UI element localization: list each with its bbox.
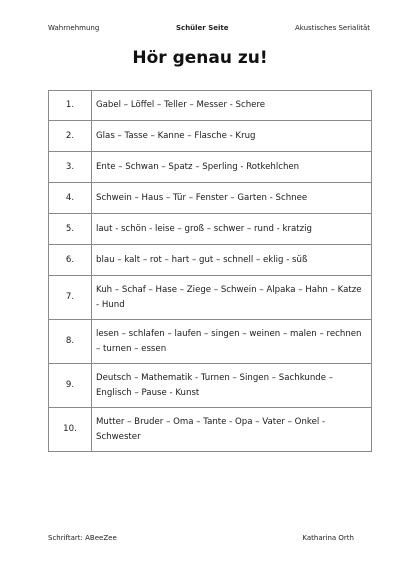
word-series: Glas – Tasse – Kanne – Flasche - Krug [92, 121, 372, 152]
header-subject: Akustisches Serialität [294, 24, 370, 32]
row-number: 9. [49, 364, 92, 408]
row-number: 5. [49, 214, 92, 245]
table-row [49, 320, 372, 364]
header-topic: Wahrnehmung [48, 24, 100, 32]
table-row [49, 245, 372, 276]
table-row [49, 408, 372, 452]
table-row [49, 276, 372, 320]
row-number: 8. [49, 320, 92, 364]
footer-author: Katharina Orth [302, 534, 354, 542]
row-number: 6. [49, 245, 92, 276]
page-footer [48, 534, 354, 546]
word-series: lesen – schlafen – laufen – singen – weinen – malen – rechnen – turnen – essen [92, 320, 372, 364]
row-number: 1. [49, 91, 92, 121]
row-number: 10. [49, 408, 92, 452]
word-series: Ente – Schwan – Spatz – Sperling - Rotkehlchen [92, 152, 372, 183]
page-title: Hör genau zu! [132, 48, 268, 68]
row-number: 7. [49, 276, 92, 320]
table-row [49, 152, 372, 183]
word-series: Mutter – Bruder – Oma – Tante - Opa – Vater – Onkel - Schwester [92, 408, 372, 452]
header-page-label: Schüler Seite [176, 24, 229, 32]
word-series: Deutsch – Mathematik - Turnen – Singen – Sachkunde – Englisch – Pause - Kunst [92, 364, 372, 408]
table-row [49, 91, 372, 121]
footer-font-credit: Schriftart: ABeeZee [48, 534, 117, 542]
table-row [49, 364, 372, 408]
table-row [49, 214, 372, 245]
word-series: laut - schön - leise – groß – schwer – rund - kratzig [92, 214, 372, 245]
table-row [49, 183, 372, 214]
page-header [48, 24, 370, 36]
word-series: Gabel – Löffel – Teller – Messer - Schere [92, 91, 372, 121]
word-series-table [48, 90, 372, 452]
row-number: 3. [49, 152, 92, 183]
table-row [49, 121, 372, 152]
word-series: Kuh – Schaf – Hase – Ziege – Schwein – Alpaka – Hahn – Katze - Hund [92, 276, 372, 320]
row-number: 2. [49, 121, 92, 152]
row-number: 4. [49, 183, 92, 214]
word-series: Schwein – Haus – Tür – Fenster – Garten - Schnee [92, 183, 372, 214]
word-series: blau – kalt – rot – hart – gut – schnell – eklig - süß [92, 245, 372, 276]
